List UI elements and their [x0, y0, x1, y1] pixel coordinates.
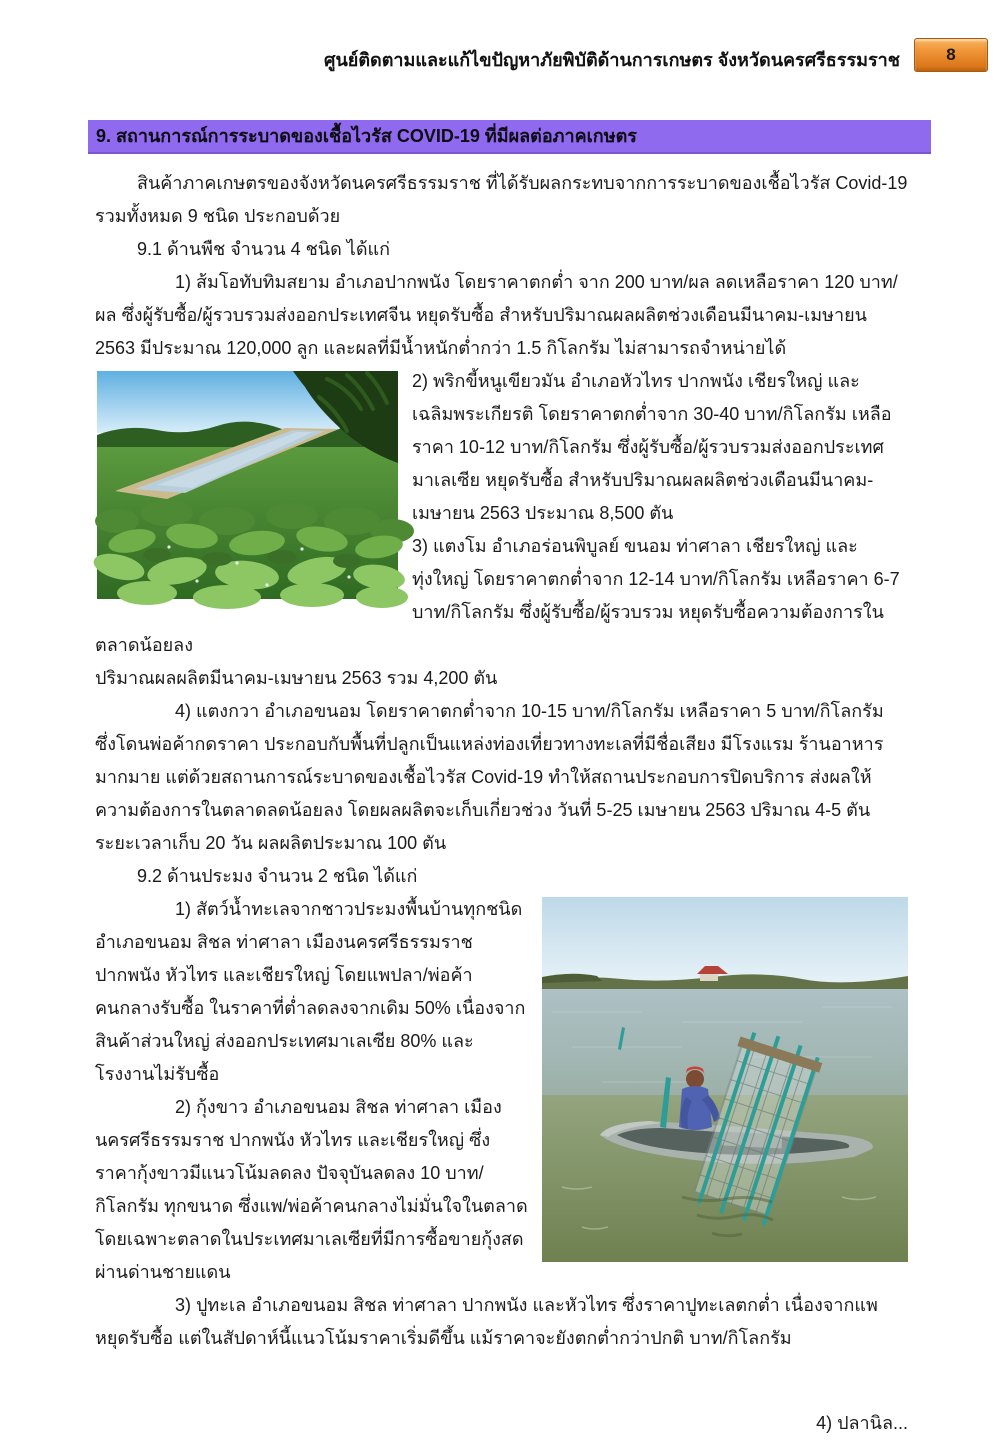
- crops-item-pomelo: 1) ส้มโอทับทิมสยาม อำเภอปากพนัง โดยราคาตกต่ำ จาก 200 บาท/ผล ลดเหลือราคา 120 บาท/ผล ซึ่งผู้รับซื้อ/ผู้รวบรวมส่งออกประเทศจีน หยุดรับซื้อ สำหรับปริมาณผลผลิตช่วงเดือนมีนาคม-เมษายน 2563 มีประมาณ 120,000 ลูก และผลที่มีน้ำหนักต่ำกว่า 1.5 กิโลกรัม ไม่สามารถจำหน่ายได้: [95, 272, 898, 358]
- fisherman-boat-photo: [542, 897, 908, 1262]
- fisheries-photo-flow-section: [95, 893, 908, 1355]
- chili-field-photo: [97, 371, 398, 599]
- fisheries-item-sea-animals: 1) สัตว์น้ำทะเลจากชาวประมงพื้นบ้านทุกชนิด อำเภอขนอม สิชล ท่าศาลา เมืองนครศรีธรรมราช ปากพนัง หัวไทร และเชียรใหญ่ โดยแพปลา/พ่อค้าคนกลางรับซื้อ ในราคาที่ต่ำลดลงจากเดิม 50% เนื่องจากสินค้าส่วนใหญ่ ส่งออกประเทศมาเลเซีย 80% และโรงงานไม่รับซื้อ: [95, 899, 526, 1084]
- fisheries-section-heading: 9.2 ด้านประมง จำนวน 2 ชนิด ได้แก่: [137, 866, 418, 886]
- page-number-badge: 8: [914, 38, 988, 72]
- intro-paragraph: สินค้าภาคเกษตรของจังหวัดนครศรีธรรมราช ที่ได้รับผลกระทบจากการระบาดของเชื้อไวรัส Covid-19 รวมทั้งหมด 9 ชนิด ประกอบด้วย: [95, 173, 908, 226]
- crops-section-heading: 9.1 ด้านพืช จำนวน 4 ชนิด ได้แก่: [137, 239, 391, 259]
- fisheries-item-mud-crab: 3) ปูทะเล อำเภอขนอม สิชล ท่าศาลา ปากพนัง และหัวไทร ซึ่งราคาปูทะเลตกต่ำ เนื่องจากแพหยุดรับซื้อ แต่ในสัปดาห์นี้แนวโน้มราคาเริ่มดีขึ้น แม้ราคาจะยังตกต่ำกว่าปกติ บาท/กิโลกรัม: [95, 1295, 878, 1348]
- crops-item-cucumber: 4) แตงกวา อำเภอขนอม โดยราคาตกต่ำจาก 10-15 บาท/กิโลกรัม เหลือราคา 5 บาท/กิโลกรัม ซึ่งโดนพ่อค้ากดราคา ประกอบกับพื้นที่ปลูกเป็นแหล่งท่องเที่ยวทางทะเลที่มีชื่อเสียง มีโรงแรม ร้านอาหาร มากมาย แต่ด้วยสถานการณ์ระบาดของเชื้อไวรัส Covid-19 ทำให้สถานประกอบการปิดบริการ ส่งผลให้ความต้องการในตลาดลดน้อยลง โดยผลผลิตจะเก็บเกี่ยวช่วง วันที่ 5-25 เมษายน 2563 ปริมาณ 4-5 ตัน ระยะเวลาเก็บ 20 วัน ผลผลิตประมาณ 100 ตัน: [95, 701, 884, 853]
- document-header-title: ศูนย์ติดตามและแก้ไขปัญหาภัยพิบัติด้านการเกษตร จังหวัดนครศรีธรรมราช: [324, 50, 900, 70]
- fisherman-boat-illustration: [542, 897, 908, 1262]
- crops-item-watermelon-continuation: ปริมาณผลผลิตมีนาคม-เมษายน 2563 รวม 4,200 ตัน: [95, 668, 498, 688]
- crops-item-watermelon: 3) แตงโม อำเภอร่อนพิบูลย์ ขนอม ท่าศาลา เชียรใหญ่ และทุ่งใหญ่ โดยราคาตกต่ำจาก 12-14 บาท/กิโลกรัม เหลือราคา 6-7 บาท/กิโลกรัม ซึ่งผู้รับซื้อ/ผู้รวบรวม หยุดรับซื้อความต้องการในตลาดน้อยลง: [95, 536, 900, 655]
- crops-item-chili: 2) พริกขี้หนูเขียวมัน อำเภอหัวไทร ปากพนัง เชียรใหญ่ และเฉลิมพระเกียรติ โดยราคาตกต่ำจาก 30-40 บาท/กิโลกรัม เหลือราคา 10-12 บาท/กิโลกรัม ซึ่งผู้รับซื้อ/ผู้รวบรวมส่งออกประเทศมาเลเซีย หยุดรับซื้อ สำหรับปริมาณผลผลิตช่วงเดือนมีนาคม-เมษายน 2563 ประมาณ 8,500 ตัน: [412, 371, 892, 523]
- document-body: [95, 167, 908, 1440]
- page-header: [0, 36, 1000, 76]
- section-title-bar: 9. สถานการณ์การระบาดของเชื้อไวรัส COVID-19 ที่มีผลต่อภาคเกษตร: [88, 120, 931, 154]
- continuation-note: 4) ปลานิล...: [816, 1413, 908, 1433]
- chili-field-illustration: [97, 371, 398, 599]
- crops-photo-flow-section: [95, 365, 908, 695]
- fisheries-item-white-shrimp: 2) กุ้งขาว อำเภอขนอม สิชล ท่าศาลา เมืองนครศรีธรรมราช ปากพนัง หัวไทร และเชียรใหญ่ ซึ่งราคากุ้งขาวมีแนวโน้มลดลง ปัจจุบันลดลง 10 บาท/กิโลกรัม ทุกขนาด ซึ่งแพ/พ่อค้าคนกลางไม่มั่นใจในตลาด โดยเฉพาะตลาดในประเทศมาเลเซียที่มีการซื้อขายกุ้งสดผ่านด่านชายแดน: [95, 1097, 528, 1282]
